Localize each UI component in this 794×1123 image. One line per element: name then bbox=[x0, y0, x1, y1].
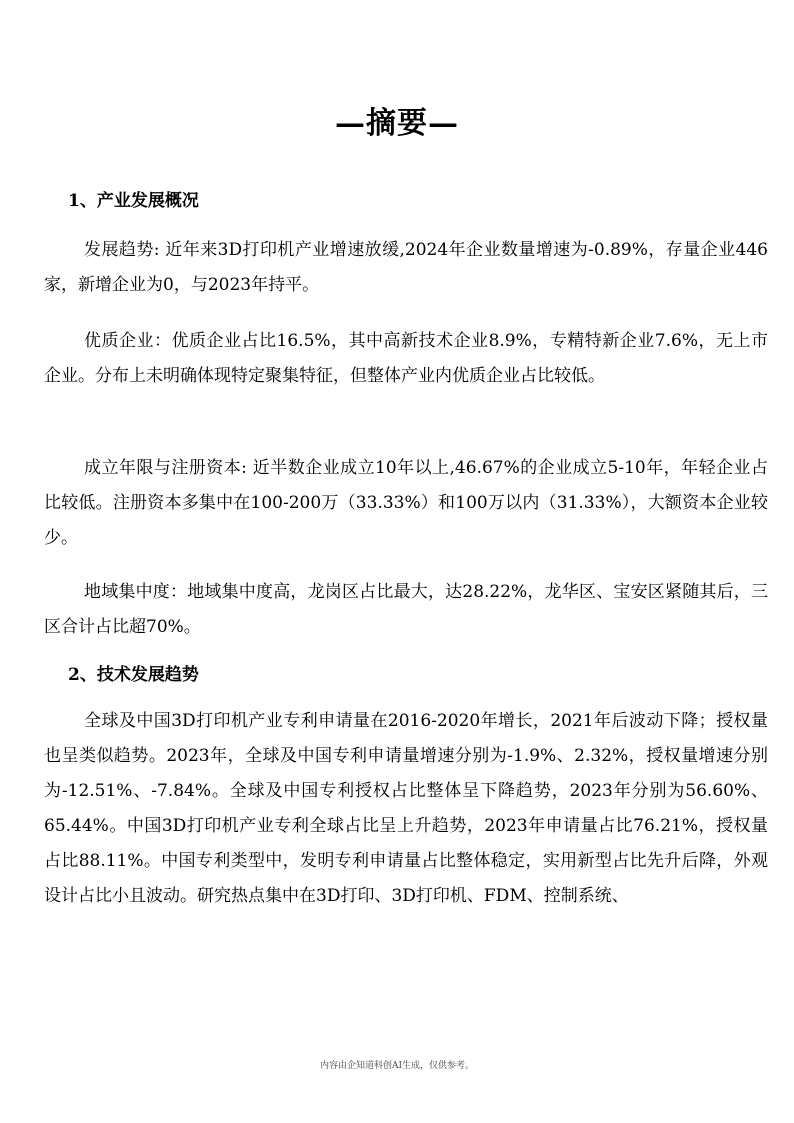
page-title: —摘要— bbox=[335, 106, 459, 141]
section-heading-industry-overview: 1、产业发展概况 bbox=[68, 191, 199, 211]
paragraph-age-and-capital: 成立年限与注册资本: 近半数企业成立10年以上,46.67%的企业成立5-10年，年轻企业占比较低。注册资本多集中在100-200万（33.33%）和100万以内（31.33%），大额资本企业较少。 bbox=[44, 458, 768, 548]
paragraph-quality-enterprises: 优质企业：优质企业占比16.5%，其中高新技术企业8.9%，专精特新企业7.6%，无上市企业。分布上未明确体现特定聚集特征，但整体产业内优质企业占比较低。 bbox=[44, 331, 768, 386]
footer-disclaimer: 内容由企知道科创AI生成，仅供参考。 bbox=[319, 1061, 475, 1071]
paragraph-development-trend: 发展趋势: 近年来3D打印机产业增速放缓,2024年企业数量增速为-0.89%，存量企业446家，新增企业为0，与2023年持平。 bbox=[44, 240, 768, 295]
paragraph-regional-concentration: 地域集中度：地域集中度高，龙岗区占比最大，达28.22%，龙华区、宝安区紧随其后，三区合计占比超70%。 bbox=[44, 582, 768, 637]
section-heading-tech-trend: 2、技术发展趋势 bbox=[68, 665, 199, 685]
paragraph-patent-trend: 全球及中国3D打印机产业专利申请量在2016-2020年增长，2021年后波动下降；授权量也呈类似趋势。2023年，全球及中国专利申请量增速分别为-1.9%、2.32%，授权量增速分别为-12.51%、-7.84%。全球及中国专利授权占比整体呈下降趋势，2023年分别为56.60%、65.44%。中国3D打印机产业专利全球占比呈上升趋势，2023年申请量占比76.21%，授权量占比88.11%。中国专利类型中，发明专利申请量占比整体稳定，实用新型占比先升后降，外观设计占比小且波动。研究热点集中在3D打印、3D打印机、FDM、控制系统、 bbox=[44, 711, 768, 906]
